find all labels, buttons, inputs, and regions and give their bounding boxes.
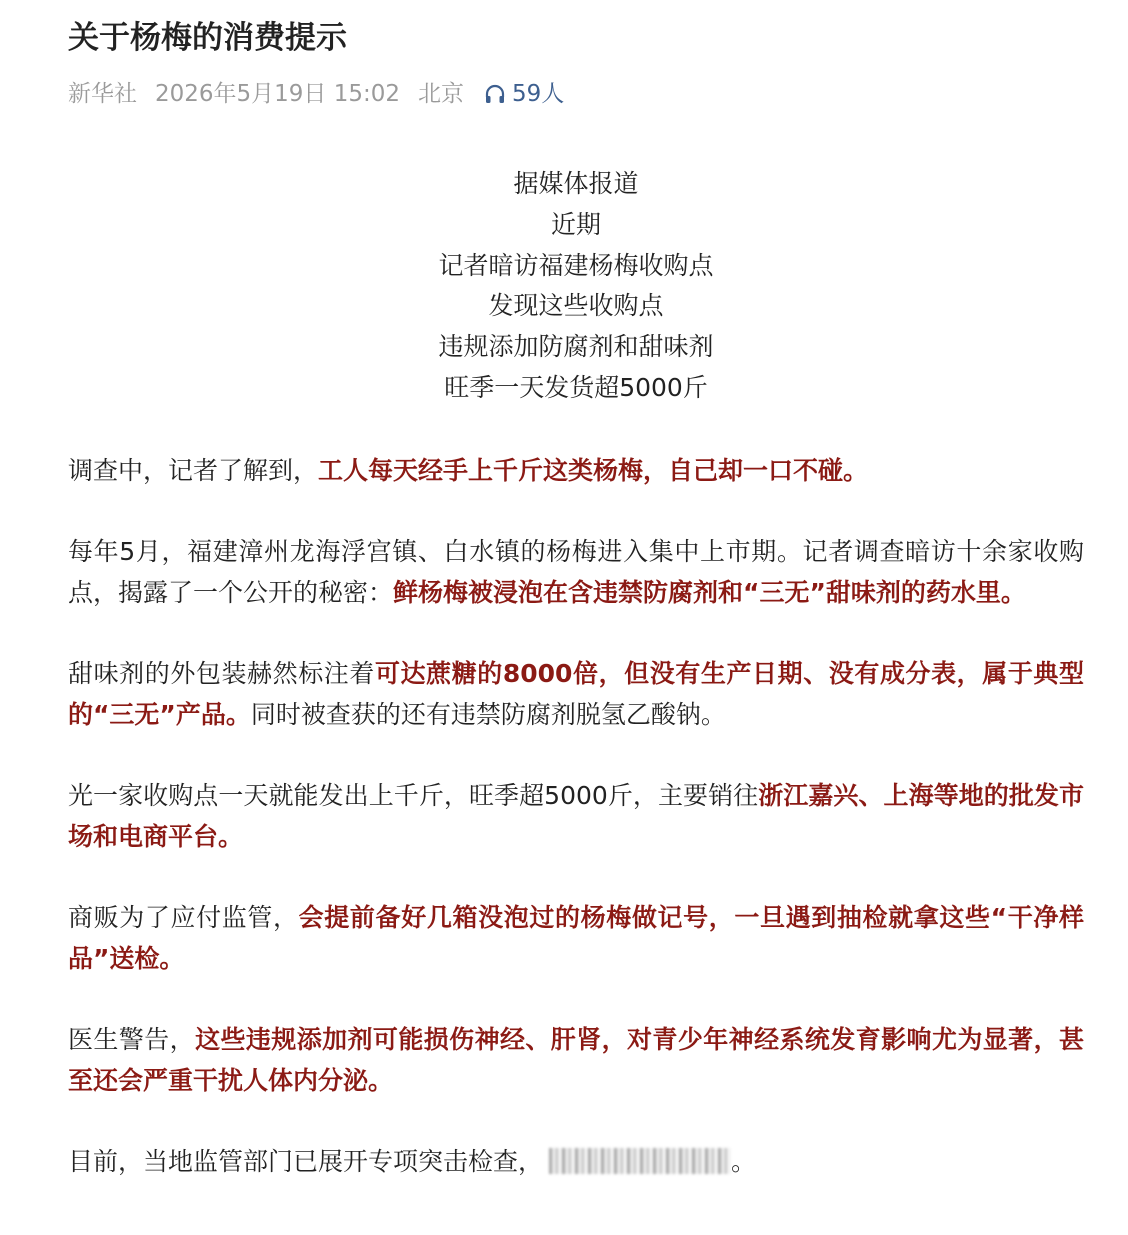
source-label: 新华社 xyxy=(68,81,137,107)
paragraph-text: 甜味剂的外包装赫然标注着 xyxy=(68,658,375,688)
intro-line: 发现这些收购点 xyxy=(488,291,664,321)
intro-line: 近期 xyxy=(550,209,601,239)
listener-count: 59人 xyxy=(512,81,565,107)
body-paragraph xyxy=(68,775,1084,857)
intro-line: 据媒体报道 xyxy=(513,169,639,198)
paragraph-text: 商贩为了应付监管， xyxy=(68,902,299,932)
paragraph-text: 医生警告， xyxy=(68,1024,196,1054)
article-body xyxy=(68,450,1084,1182)
highlighted-text: 工人每天经手上千斤这类杨梅，自己却一口不碰。 xyxy=(318,455,869,485)
article-title: 关于杨梅的消费提示 xyxy=(68,20,347,56)
body-paragraph xyxy=(68,531,1084,613)
body-paragraph xyxy=(68,897,1084,979)
highlighted-text: 这些违规添加剂可能损伤神经、肝肾，对青少年神经系统发育影响尤为显著，甚至还会严重干扰人体内分泌。 xyxy=(68,1024,1084,1095)
listen-button[interactable] xyxy=(484,74,564,114)
publish-datetime: 2026年5月19日 15:02 xyxy=(155,81,401,107)
paragraph-text: 目前，当地监管部门已展开专项突击检查， xyxy=(68,1146,544,1176)
blurred-text xyxy=(549,1148,731,1174)
paragraph-text: 每年5月，福建漳州龙海浮宫镇、白水镇的杨梅进入集中上市期。记者调查暗访十余家收购点，揭露了一个公开的秘密： xyxy=(68,536,1084,607)
paragraph-text: 同时被查获的还有违禁防腐剂脱氢乙酸钠。 xyxy=(250,699,726,729)
paragraph-end-mark: 。 xyxy=(731,1146,757,1176)
highlighted-text: 会提前备好几箱没泡过的杨梅做记号，一旦遇到抽检就拿这些“干净样品”送检。 xyxy=(68,902,1084,973)
highlighted-text: 浙江嘉兴、上海等地的批发市场和电商平台。 xyxy=(68,780,1084,851)
body-paragraph xyxy=(68,1141,1084,1182)
body-paragraph xyxy=(68,1019,1084,1101)
highlighted-text: 鲜杨梅被浸泡在含违禁防腐剂和“三无”甜味剂的药水里。 xyxy=(393,577,1026,607)
intro-block xyxy=(68,164,1084,409)
body-paragraph xyxy=(68,653,1084,735)
location-label: 北京 xyxy=(418,81,465,107)
paragraph-text: 调查中，记者了解到， xyxy=(68,455,319,485)
body-paragraph xyxy=(68,450,1084,491)
intro-line: 记者暗访福建杨梅收购点 xyxy=(438,250,714,280)
headphones-icon xyxy=(484,84,506,104)
article xyxy=(68,0,1084,1182)
intro-line: 旺季一天发货超5000斤 xyxy=(444,372,708,402)
intro-line: 违规添加防腐剂和甜味剂 xyxy=(438,332,714,362)
article-meta xyxy=(68,74,1084,114)
paragraph-text: 光一家收购点一天就能发出上千斤，旺季超5000斤，主要销往 xyxy=(68,780,759,810)
highlighted-text: 可达蔗糖的8000倍，但没有生产日期、没有成分表，属于典型的“三无”产品。 xyxy=(68,658,1084,729)
